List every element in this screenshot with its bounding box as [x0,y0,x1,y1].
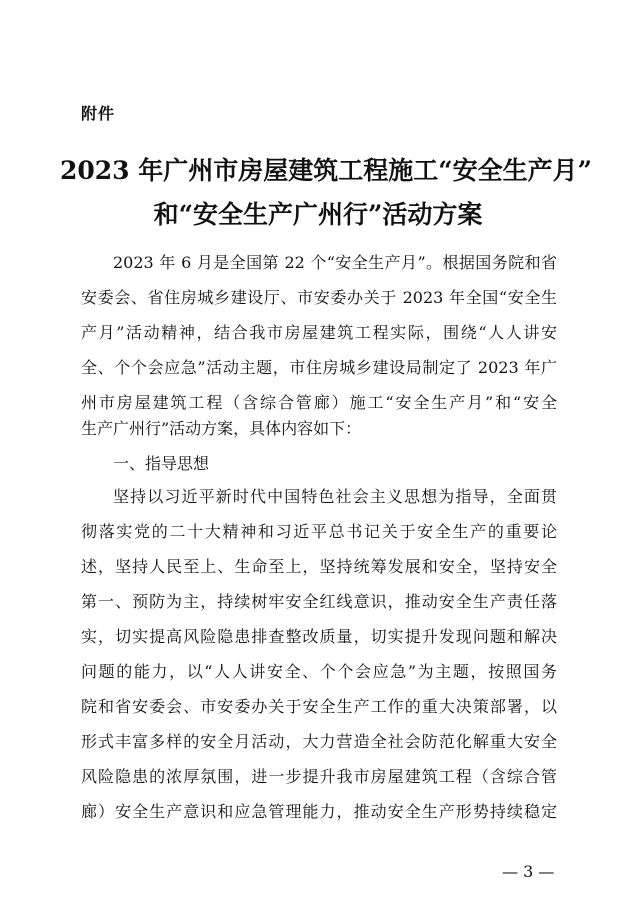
section-line: 形式丰富多样的安全月活动，大力营造全社会防范化解重大安全 [81,732,557,751]
section-line: 风险隐患的浓厚氛围，进一步提升我市房屋建筑工程（含综合管 [81,767,557,786]
intro-line: 州市房屋建筑工程（含综合管廊）施工“安全生产月”和“安全 [81,393,557,412]
section-line: 述，坚持人民至上、生命至上，坚持统筹发展和安全，坚持安全 [81,557,557,576]
section-line: 第一、预防为主，持续树牢安全红线意识，推动安全生产责任落 [81,592,557,611]
section-line: 坚持以习近平新时代中国特色社会主义思想为指导，全面贯 [113,487,557,506]
section-heading: 一、指导思想 [113,454,210,473]
section-line: 院和省安委会、市安委办关于安全生产工作的重大决策部署，以 [81,697,557,716]
intro-line: 2023 年 6 月是全国第 22 个“安全生产月”。根据国务院和省 [113,253,557,272]
section-line: 廊）安全生产意识和应急管理能力，推动安全生产形势持续稳定 [81,802,557,821]
section-line: 彻落实党的二十大精神和习近平总书记关于安全生产的重要论 [81,522,557,541]
section-line: 问题的能力，以“人人讲安全、个个会应急”为主题，按照国务 [81,662,557,681]
intro-line: 全、个个会应急”活动主题，市住房城乡建设局制定了 2023 年广 [81,358,557,377]
intro-line: 产月”活动精神，结合我市房屋建筑工程实际，围绕“人人讲安 [81,323,557,342]
intro-line: 安委会、省住房城乡建设厅、市安委办关于 2023 年全国“安全生 [81,288,557,307]
title-line-1: 2023 年广州市房屋建筑工程施工“安全生产月” [60,156,593,185]
annex-label: 附件 [81,104,116,123]
intro-line: 生产广州行”活动方案，具体内容如下： [81,419,362,438]
title-line-2: 和“安全生产广州行”活动方案 [153,200,483,229]
page-number: — 3 — [502,862,555,881]
section-line: 实，切实提高风险隐患排查整改质量，切实提升发现问题和解决 [81,627,557,646]
